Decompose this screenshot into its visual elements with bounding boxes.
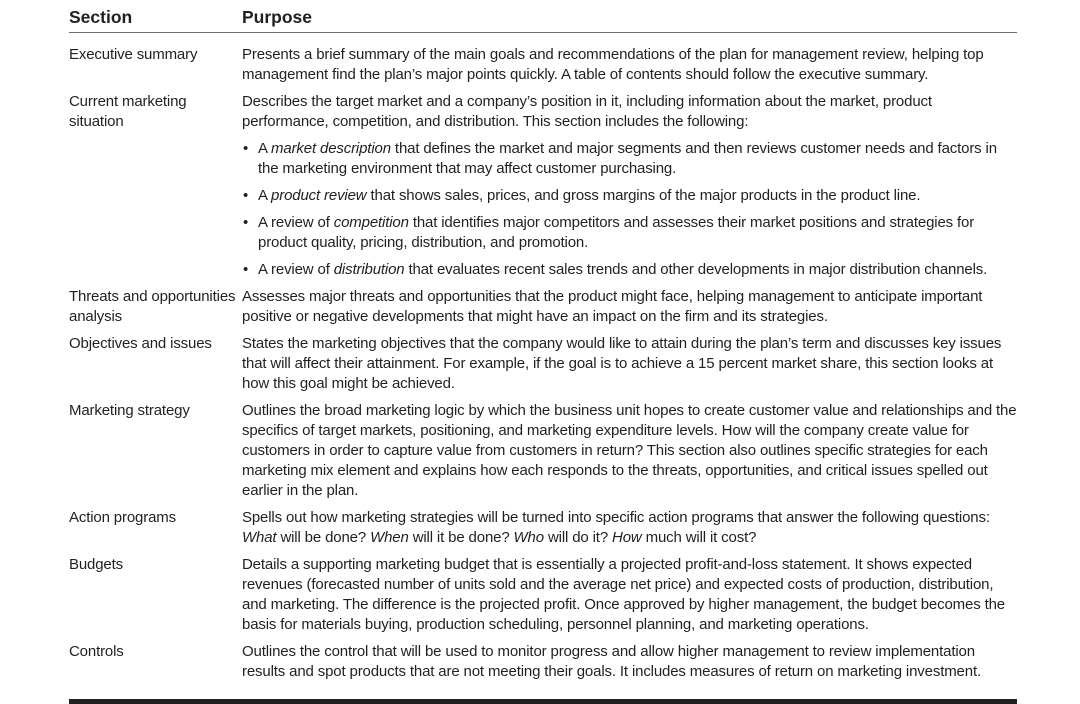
row-section-action-programs: Action programs <box>69 509 176 526</box>
row-section-current-marketing-situation: Current marketing situation <box>69 93 187 130</box>
row-section-marketing-strategy: Marketing strategy <box>69 402 190 419</box>
row-purpose-objectives-issues: States the marketing objectives that the company would like to attain during the plan’s term and discusses key issues that will affect their attainment. For example, if the goal is to achieve a 15 percent market share, this section looks at how this goal might be achieved. <box>242 335 1002 392</box>
table-row <box>69 642 1017 682</box>
table-header <box>69 4 1017 33</box>
bullet-competition: • A review of competition that identifies major competitors and assesses their market positions and strategies for product quality, pricing, distribution, and promotion. <box>243 214 975 251</box>
table-row <box>69 45 1017 85</box>
bullet-icon: • <box>243 140 249 157</box>
table-body <box>69 33 1017 682</box>
row-section-threats-opportunities: Threats and opportunities analysis <box>69 288 236 325</box>
row-section-executive-summary: Executive summary <box>69 46 198 63</box>
table-row <box>69 92 1017 280</box>
table-bottom-rule <box>69 699 1017 704</box>
row-purpose-budgets: Details a supporting marketing budget that is essentially a projected profit-and-loss statement. It shows expected revenues (forecasted number of units sold and the average net price) and expected costs of production, distribution, and marketing. The difference is the projected profit. Once approved by higher management, the budget becomes the basis for materials buying, production scheduling, personnel planning, and marketing operations. <box>242 556 1005 633</box>
marketing-plan-table <box>69 4 1017 689</box>
table-row <box>69 508 1017 548</box>
row-purpose-controls: Outlines the control that will be used to monitor progress and allow higher management to review implementation results and spot products that are not meeting their goals. It includes measures of return on marketing investment. <box>242 643 981 680</box>
table-row <box>69 287 1017 327</box>
bullet-list <box>242 139 1017 280</box>
table-row <box>69 401 1017 501</box>
bullet-distribution: • A review of distribution that evaluates recent sales trends and other developments in major distribution channels. <box>243 261 988 278</box>
purpose-intro: Describes the target market and a company’s position in it, including information about the market, product performance, competition, and distribution. This section includes the following: <box>242 93 932 130</box>
bullet-icon: • <box>243 187 249 204</box>
row-purpose-executive-summary: Presents a brief summary of the main goals and recommendations of the plan for management review, helping top management find the plan’s major points quickly. A table of contents should follow the executive summary. <box>242 46 984 83</box>
row-section-budgets: Budgets <box>69 556 123 573</box>
row-purpose-current-marketing-situation <box>242 92 1017 280</box>
bullet-icon: • <box>243 261 249 278</box>
row-section-controls: Controls <box>69 643 124 660</box>
header-purpose: Purpose <box>242 7 313 27</box>
header-section: Section <box>69 7 133 27</box>
bullet-product-review: • A product review that shows sales, prices, and gross margins of the major products in the product line. <box>243 187 921 204</box>
row-purpose-action-programs: Spells out how marketing strategies will be turned into specific action programs that answer the following questions: What will be done? When will it be done? Who will do it? How much will it cost? <box>242 509 990 546</box>
row-purpose-marketing-strategy: Outlines the broad marketing logic by which the business unit hopes to create customer value and relationships and the specifics of target markets, positioning, and marketing expenditure levels. How will the company create value for customers in order to capture value from customers in return? This section also outlines specific strategies for each marketing mix element and explains how each responds to the threats, opportunities, and critical issues spelled out earlier in the plan. <box>242 402 1017 499</box>
table-row <box>69 334 1017 394</box>
bullet-market-description: • A market description that defines the market and major segments and then reviews customer needs and factors in the marketing environment that may affect customer purchasing. <box>243 140 997 177</box>
row-section-objectives-issues: Objectives and issues <box>69 335 212 352</box>
table-row <box>69 555 1017 635</box>
row-purpose-threats-opportunities: Assesses major threats and opportunities that the product might face, helping management to anticipate important positive or negative developments that might have an impact on the firm and its strategies. <box>242 288 983 325</box>
bullet-icon: • <box>243 214 249 231</box>
